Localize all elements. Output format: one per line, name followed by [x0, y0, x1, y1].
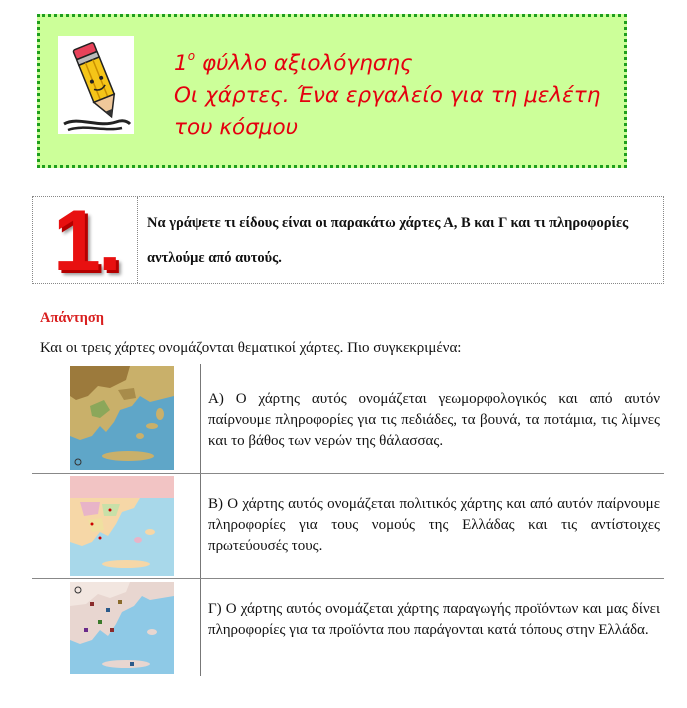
question-text: Να γράψετε τι είδους είναι οι παρακάτω χάρτες Α, Β και Γ και τι πληροφορίες αντλούμε από αυτούς.: [147, 215, 629, 266]
row-divider: [32, 473, 664, 474]
question-number-cell: [33, 193, 138, 289]
title-line-2: Οι χάρτες. Ένα εργαλείο για τη μελέτη: [174, 83, 601, 109]
table-column-divider: [200, 364, 201, 676]
row-divider: [32, 578, 664, 579]
map-description-b: Β) Ο χάρτης αυτός ονομάζεται πολιτικός χάρτης και από αυτόν παίρνουμε πληροφορίες για τους νομούς της Ελλάδας και τις αντίστοιχες πρωτεύουσές τους.: [208, 496, 660, 554]
question-box: [32, 193, 664, 289]
answer-heading: Απάντηση: [40, 310, 105, 326]
question-number: 1.: [53, 193, 119, 289]
maps-table: [32, 364, 664, 676]
title-line-1: $1^o$ φύλλο αξιολόγησης: [174, 49, 413, 77]
title-line-3: του κόσμου: [174, 115, 299, 141]
map-products: [70, 582, 174, 674]
sheet-title: [174, 42, 614, 144]
pencil-icon: [58, 36, 134, 134]
map-description-a: Α) Ο χάρτης αυτός ονομάζεται γεωμορφολογικός και από αυτόν παίρνουμε πληροφορίες για τις πεδιάδες, τα βουνά, τα ποτάμια, τις λίμνες και το βάθος των νερών της θάλασσας.: [208, 391, 660, 449]
map-physical: [70, 366, 174, 470]
map-description-c: Γ) Ο χάρτης αυτός ονομάζεται χάρτης παραγωγής προϊόντων και μας δίνει πληροφορίες για τα προϊόντα που παράγονται κατά τόπους στην Ελλάδα.: [208, 601, 660, 638]
answer-intro: Και οι τρεις χάρτες ονομάζονται θεματικοί χάρτες. Πιο συγκεκριμένα:: [40, 340, 462, 356]
map-political: [70, 476, 174, 576]
